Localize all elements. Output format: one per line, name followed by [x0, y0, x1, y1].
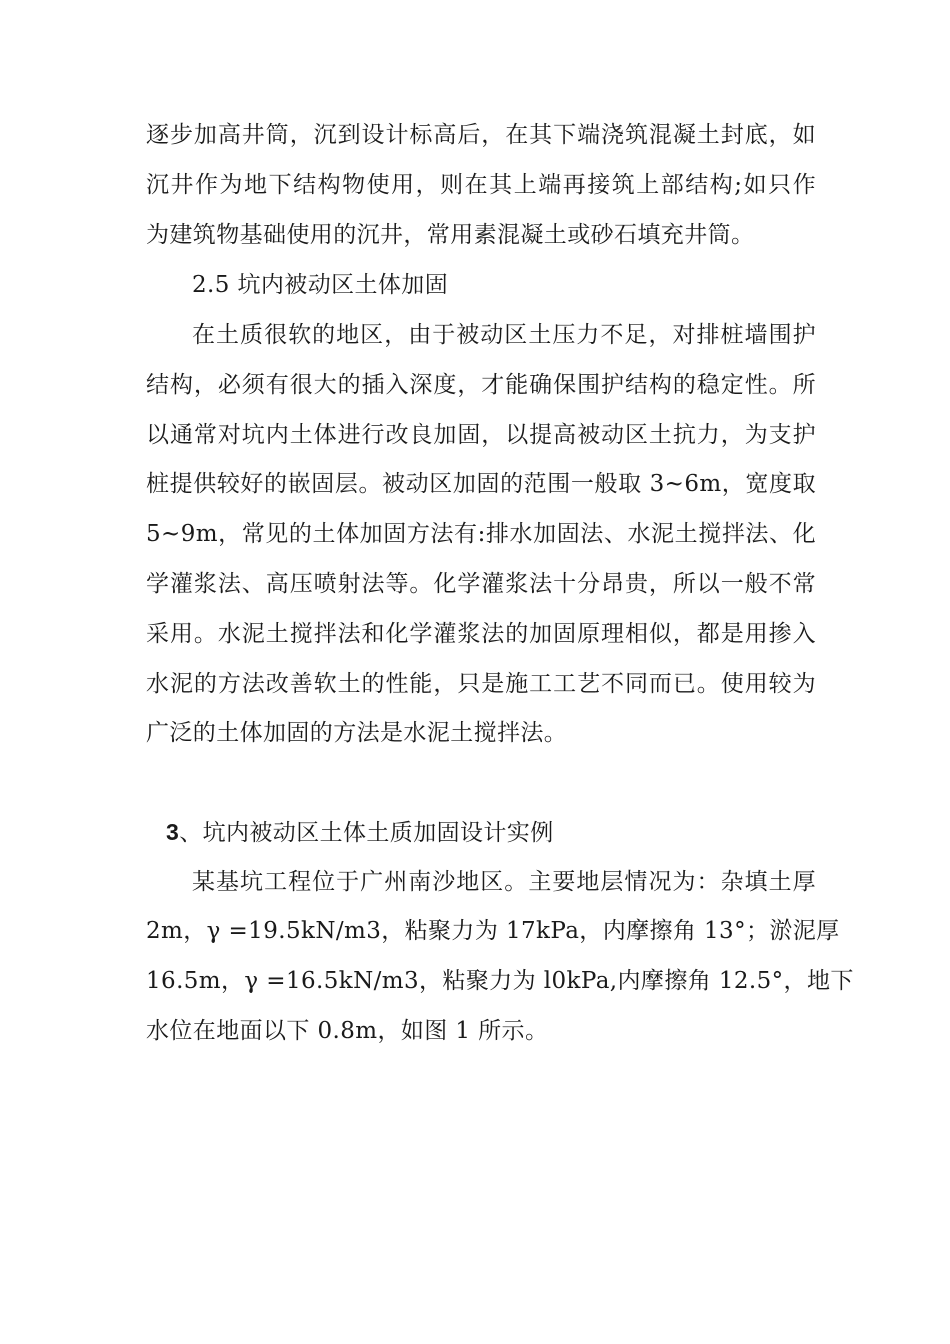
paragraph-line: 逐步加高井筒，沉到设计标高后，在其下端浇筑混凝土封底，如 [146, 122, 816, 148]
paragraph-line: 学灌浆法、高压喷射法等。化学灌浆法十分昂贵，所以一般不常 [146, 571, 816, 597]
paragraph-line: 采用。水泥土搅拌法和化学灌浆法的加固原理相似，都是用掺入 [146, 621, 816, 647]
section-heading-text: 、坑内被动区土体土质加固设计实例 [179, 820, 554, 846]
paragraph-line: 水泥的方法改善软土的性能，只是施工工艺不同而已。使用较为 [146, 671, 816, 697]
paragraph-line: 结构，必须有很大的插入深度，才能确保围护结构的稳定性。所 [146, 372, 816, 398]
paragraph-line: 5~9m，常见的土体加固方法有:排水加固法、水泥土搅拌法、化 [146, 521, 816, 547]
paragraph-line: 为建筑物基础使用的沉井，常用素混凝土或砂石填充井筒。 [146, 222, 755, 248]
paragraph-line: 2m，γ =19.5kN/m3，粘聚力为 17kPa，内摩擦角 13°；淤泥厚 [146, 918, 840, 944]
paragraph-line: 沉井作为地下结构物使用，则在其上端再接筑上部结构;如只作 [146, 172, 816, 198]
paragraph-line: 在土质很软的地区，由于被动区土压力不足，对排桩墙围护 [192, 322, 816, 348]
paragraph-line: 水位在地面以下 0.8m，如图 1 所示。 [146, 1018, 549, 1044]
paragraph-line: 广泛的土体加固的方法是水泥土搅拌法。 [146, 720, 568, 746]
paragraph-line: 桩提供较好的嵌固层。被动区加固的范围一般取 3~6m，宽度取 [146, 471, 816, 497]
paragraph-line: 以通常对坑内土体进行改良加固，以提高被动区土抗力，为支护 [146, 422, 816, 448]
paragraph-line: 16.5m，γ =16.5kN/m3，粘聚力为 l0kPa,内摩擦角 12.5°，地下 [146, 968, 854, 994]
section-heading-3 [166, 815, 806, 849]
section-heading-2-5: 2.5 坑内被动区土体加固 [192, 272, 449, 298]
section-number: 3 [166, 819, 180, 845]
paragraph-line: 某基坑工程位于广州南沙地区。主要地层情况为：杂填土厚 [192, 869, 816, 895]
